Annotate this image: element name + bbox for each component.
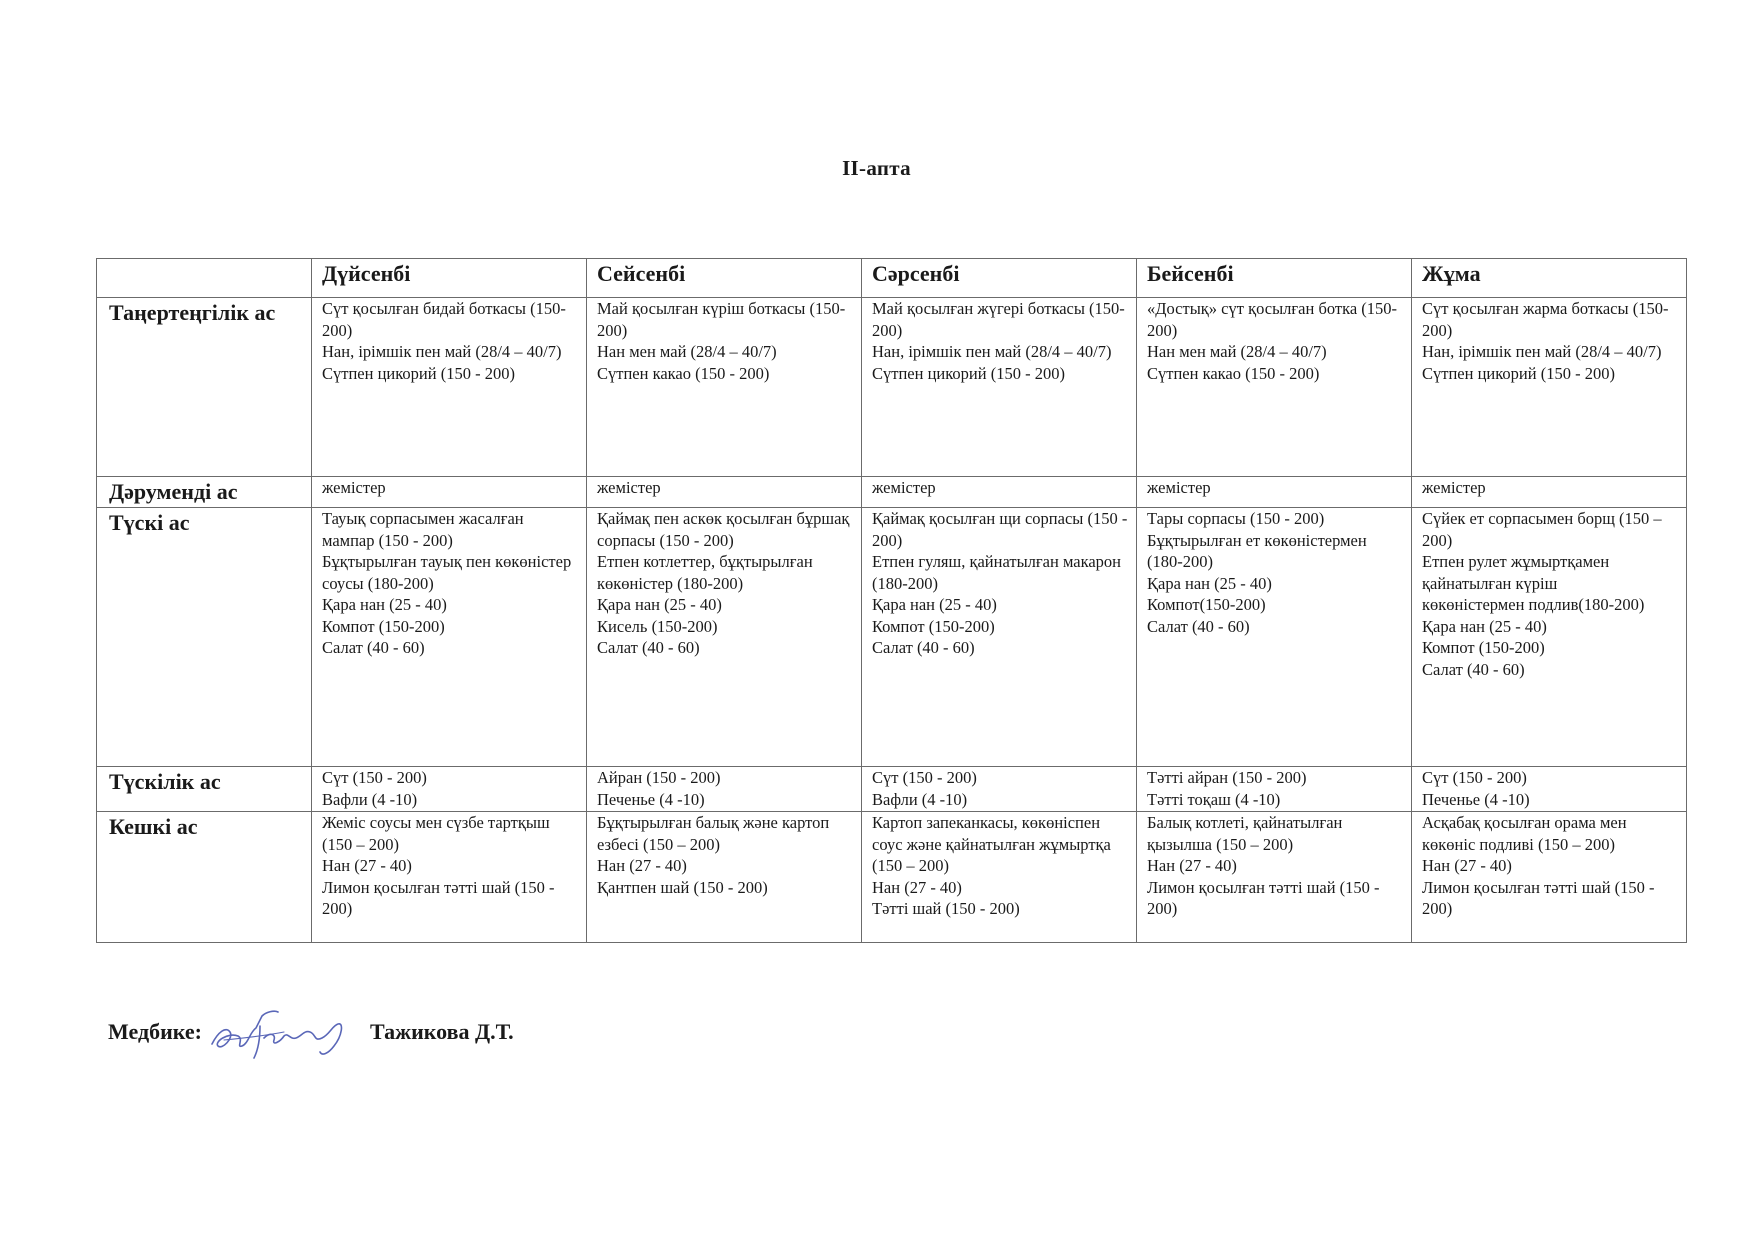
dish-item: Вафли (4 -10) bbox=[872, 789, 968, 809]
dish-item: Тауық сорпасымен жасалған мампар (150 - 200) bbox=[322, 509, 524, 550]
dish-item: Сүтпен цикорий (150 - 200) bbox=[872, 363, 1065, 383]
dish-item: Компот(150-200) bbox=[1147, 595, 1266, 614]
dish-item: Тәтті айран (150 - 200) bbox=[1147, 768, 1307, 787]
dish-item: Сүтпен какао (150 - 200) bbox=[1147, 363, 1320, 383]
dish-item: көкөністермен подлив(180-200) bbox=[1422, 595, 1645, 614]
menu-cell bbox=[1412, 477, 1687, 508]
dish-item: Нан, ірімшік пен май (28/4 – 40/7) bbox=[1422, 342, 1662, 361]
menu-cell bbox=[587, 812, 862, 943]
dish-item: Қара нан (25 - 40) bbox=[1422, 616, 1547, 636]
menu-cell bbox=[1137, 477, 1412, 508]
dish-item: Нан (27 - 40) bbox=[1147, 856, 1237, 875]
dish-item: Компот (150-200) bbox=[872, 616, 995, 636]
dish-item: Қаймақ қосылған щи сорпасы (150 - 200) bbox=[872, 509, 1128, 550]
day-header: Жұма bbox=[1412, 259, 1687, 298]
dish-item: Айран (150 - 200) bbox=[597, 768, 721, 787]
dish-item: Қара нан (25 - 40) bbox=[597, 595, 722, 614]
menu-cell bbox=[312, 298, 587, 477]
dish-item: Тәтті шай (150 - 200) bbox=[872, 899, 1020, 918]
page-title: ІІ-апта bbox=[842, 156, 911, 180]
meal-label: Дәруменді ас bbox=[97, 477, 312, 508]
dish-item: Компот (150-200) bbox=[322, 616, 445, 636]
menu-cell bbox=[587, 298, 862, 477]
menu-cell bbox=[312, 767, 587, 812]
menu-cell bbox=[587, 767, 862, 812]
days-header-row bbox=[97, 259, 1687, 298]
menu-cell bbox=[862, 298, 1137, 477]
dish-item: Сүтпен цикорий (150 - 200) bbox=[1422, 363, 1615, 383]
fruit-item: жемістер bbox=[597, 478, 661, 497]
meal-label: Түскі ас bbox=[97, 508, 312, 767]
dish-item: Бұқтырылған ет көкөністермен (180-200) bbox=[1147, 530, 1367, 571]
dish-item: Компот (150-200) bbox=[1422, 638, 1545, 657]
dish-item: Лимон қосылған тәтті шай (150 - 200) bbox=[322, 877, 555, 918]
meal-label: Кешкі ас bbox=[97, 812, 312, 943]
meal-label: Түскілік ас bbox=[97, 767, 312, 812]
dish-item: Қара нан (25 - 40) bbox=[322, 595, 447, 614]
dish-item: Сүтпен цикорий (150 - 200) bbox=[322, 363, 515, 383]
dish-item: Етпен котлеттер, бұқтырылған көкөністер (180-200) bbox=[597, 552, 813, 593]
weekly-menu-table bbox=[96, 258, 1687, 943]
dish-item: Қантпен шай (150 - 200) bbox=[597, 877, 768, 897]
meal-row-vitamin bbox=[97, 477, 1687, 508]
day-header: Дүйсенбі bbox=[312, 259, 587, 298]
dish-item: Салат (40 - 60) bbox=[597, 638, 700, 657]
dish-item: Нан, ірімшік пен май (28/4 – 40/7) bbox=[322, 342, 562, 361]
menu-cell bbox=[312, 812, 587, 943]
meal-row-afternoon-snack bbox=[97, 767, 1687, 812]
meal-label: Таңертеңгілік ас bbox=[97, 298, 312, 477]
day-header: Сәрсенбі bbox=[862, 259, 1137, 298]
fruit-item: жемістер bbox=[872, 478, 936, 497]
menu-cell bbox=[312, 508, 587, 767]
dish-item: Печенье (4 -10) bbox=[597, 789, 705, 809]
menu-cell bbox=[1412, 767, 1687, 812]
menu-cell bbox=[312, 477, 587, 508]
menu-cell bbox=[1137, 812, 1412, 943]
day-header: Сейсенбі bbox=[587, 259, 862, 298]
menu-cell bbox=[1137, 508, 1412, 767]
menu-cell bbox=[1412, 298, 1687, 477]
menu-cell bbox=[862, 767, 1137, 812]
dish-item: Нан, ірімшік пен май (28/4 – 40/7) bbox=[872, 342, 1112, 361]
dish-item: Сүт қосылған бидай боткасы (150-200) bbox=[322, 299, 566, 340]
fruit-item: жемістер bbox=[1422, 478, 1486, 497]
meal-row-dinner bbox=[97, 812, 1687, 943]
dish-item: Сүт қосылған жарма боткасы (150-200) bbox=[1422, 299, 1669, 340]
signature-block bbox=[108, 1002, 514, 1062]
dish-item: Май қосылған жүгері боткасы (150-200) bbox=[872, 299, 1125, 340]
meal-row-breakfast bbox=[97, 298, 1687, 477]
menu-cell bbox=[862, 508, 1137, 767]
menu-cell bbox=[1137, 767, 1412, 812]
dish-item: Вафли (4 -10) bbox=[322, 789, 418, 809]
menu-cell bbox=[1412, 812, 1687, 943]
dish-item: Тары сорпасы (150 - 200) bbox=[1147, 509, 1325, 528]
menu-cell bbox=[1137, 298, 1412, 477]
menu-cell bbox=[862, 812, 1137, 943]
dish-item: Етпен гуляш, қайнатылған макарон (180-200) bbox=[872, 552, 1122, 593]
dish-item: Нан мен май (28/4 – 40/7) bbox=[597, 342, 777, 361]
dish-item: Сүйек ет сорпасымен борщ (150 – 200) bbox=[1422, 509, 1662, 550]
nurse-label: Медбике: bbox=[108, 1019, 202, 1044]
dish-item: Нан мен май (28/4 – 40/7) bbox=[1147, 342, 1327, 361]
menu-cell bbox=[587, 508, 862, 767]
dish-item: Жеміс соусы мен сүзбе тартқыш (150 – 200) bbox=[322, 813, 550, 854]
dish-item: Сүт (150 - 200) bbox=[322, 768, 427, 787]
menu-cell bbox=[1412, 508, 1687, 767]
dish-item: Сүт (150 - 200) bbox=[1422, 768, 1527, 787]
dish-item: Печенье (4 -10) bbox=[1422, 789, 1530, 809]
fruit-item: жемістер bbox=[1147, 478, 1211, 497]
dish-item: Нан (27 - 40) bbox=[597, 856, 687, 875]
dish-item: Май қосылған күріш боткасы (150-200) bbox=[597, 299, 846, 340]
dish-item: Салат (40 - 60) bbox=[1147, 616, 1250, 636]
meal-row-lunch bbox=[97, 508, 1687, 767]
nurse-name: Тажикова Д.Т. bbox=[369, 1019, 514, 1044]
dish-item: Салат (40 - 60) bbox=[872, 638, 975, 657]
dish-item: Бұқтырылған тауық пен көкөністер соусы (180-200) bbox=[322, 552, 572, 593]
handwritten-signature-icon bbox=[204, 1002, 364, 1062]
dish-item: Нан (27 - 40) bbox=[322, 856, 412, 875]
dish-item: Салат (40 - 60) bbox=[1422, 659, 1525, 679]
dish-item: Кисель (150-200) bbox=[597, 616, 718, 636]
day-header: Бейсенбі bbox=[1137, 259, 1412, 298]
dish-item: Тәтті тоқаш (4 -10) bbox=[1147, 789, 1281, 809]
corner-cell bbox=[97, 259, 312, 298]
dish-item: Лимон қосылған тәтті шай (150 - 200) bbox=[1422, 877, 1655, 918]
dish-item: Қара нан (25 - 40) bbox=[1147, 573, 1272, 593]
menu-cell bbox=[587, 477, 862, 508]
dish-item: Сүтпен какао (150 - 200) bbox=[597, 363, 770, 383]
dish-item: Сүт (150 - 200) bbox=[872, 768, 977, 787]
dish-item: Асқабақ қосылған орама мен көкөніс подливі (150 – 200) bbox=[1422, 813, 1627, 854]
dish-item: Лимон қосылған тәтті шай (150 - 200) bbox=[1147, 877, 1380, 918]
dish-item: Салат (40 - 60) bbox=[322, 638, 425, 657]
dish-item: Бұқтырылған балық және картоп езбесі (150 – 200) bbox=[597, 813, 830, 854]
dish-item: Картоп запеканкасы, көкөніспен соус және қайнатылған жұмыртқа (150 – 200) bbox=[872, 813, 1111, 875]
dish-item: Қаймақ пен аскөк қосылған бұршақ сорпасы (150 - 200) bbox=[597, 509, 850, 550]
dish-item: Балық котлеті, қайнатылған қызылша (150 – 200) bbox=[1147, 813, 1343, 854]
dish-item: Етпен рулет жұмыртқамен қайнатылған күріш bbox=[1422, 552, 1610, 593]
dish-item: «Достық» сүт қосылған ботка (150-200) bbox=[1147, 299, 1398, 340]
dish-item: Нан (27 - 40) bbox=[1422, 856, 1512, 875]
dish-item: Нан (27 - 40) bbox=[872, 877, 962, 897]
menu-cell bbox=[862, 477, 1137, 508]
fruit-item: жемістер bbox=[322, 478, 386, 497]
dish-item: Қара нан (25 - 40) bbox=[872, 595, 997, 614]
